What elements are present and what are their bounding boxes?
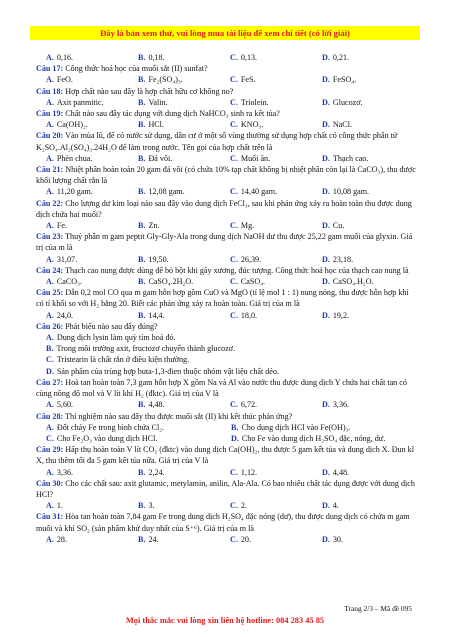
answer-label: D.	[322, 400, 330, 410]
answer-option: A. Ca(OH)₂.	[46, 120, 88, 130]
answer-label: B.	[138, 501, 146, 511]
answer-option: C. CaSO₄.	[230, 277, 266, 287]
answer-option: B. 2,24.	[138, 467, 165, 477]
answer-option: A. 11,20 gam.	[46, 187, 93, 197]
answer-label: A.	[46, 120, 54, 130]
question-number: Câu 17:	[36, 64, 64, 74]
answer-option: B. 19,50.	[138, 254, 169, 264]
answer-label: B.	[138, 75, 146, 85]
answer-row	[36, 399, 416, 410]
answer-label: C.	[230, 53, 238, 62]
answer-option: C. Tristearin là chất rắn ở điều kiện thường.	[46, 355, 190, 365]
answer-label: B.	[138, 534, 146, 544]
answer-row	[36, 254, 416, 265]
question-stem: Câu 18: Hợp chất nào sau đây là hợp chất hữu cơ không no?	[36, 86, 234, 96]
question-stem: Câu 27: Hoà tan hoàn toàn 7,3 gam hỗn hợp X gồm Na và Al vào nước thu được dung dịch Y chứa hai chất tan có cùng nồng độ mol và V lít khí H₂ (đktc). Giá trị của V là	[36, 377, 407, 399]
answer-option: B. 14,4.	[138, 310, 165, 320]
answer-row	[36, 52, 416, 63]
answer-row	[36, 119, 416, 130]
answer-label: D.	[322, 534, 330, 544]
answer-option: A. Đốt cháy Fe trong bình chứa Cl₂.	[46, 422, 165, 432]
answer-option: D. 19,2.	[322, 310, 350, 320]
question-number: Câu 22:	[36, 198, 64, 208]
answer-label: C.	[230, 254, 238, 264]
answer-label: A.	[46, 333, 54, 343]
answer-option: A. 1.	[46, 501, 63, 511]
answer-label: A.	[46, 310, 54, 320]
answer-label: A.	[46, 534, 54, 544]
answer-label: A.	[46, 254, 54, 264]
answer-label: C.	[230, 501, 238, 511]
question-stem: Câu 21: Nhiệt phân hoàn toàn 20 gam đá vôi (có chứa 10% tạp chất không bị nhiệt phân còn lại là CaCO₃), thu được khối lượng chất rắn là	[36, 165, 416, 186]
question-stem: Câu 19: Chất nào sau đây tác dụng với dung dịch NaHCO₃ sinh ra kết tủa?	[36, 109, 280, 119]
answer-option: D. 10,08 gam.	[322, 187, 370, 197]
answer-label: A.	[46, 187, 54, 197]
answer-label: C.	[230, 97, 238, 107]
answer-row	[36, 97, 416, 108]
question-list	[36, 52, 416, 545]
question-stem: Câu 20: Vào mùa lũ, để có nước sử dụng, dân cư ở một số vùng thường sử dụng hợp chất có công thức phân tử K₂SO₄.Al₂(SO₄)₃.24H₂O để làm trong nước. Tên gọi của hợp chất trên là	[36, 131, 398, 152]
answer-label: D.	[231, 433, 239, 443]
answer-option: C. 20.	[230, 534, 251, 544]
question-number: Câu 19:	[36, 109, 64, 119]
answer-option: A. Axit panmitic.	[46, 97, 104, 107]
question-number: Câu 27:	[36, 377, 64, 387]
answer-option: D. 3,36.	[322, 400, 350, 410]
answer-option: D. Cu.	[322, 221, 345, 231]
answer-option: D. 0,21.	[322, 53, 350, 62]
question-number: Câu 18:	[36, 86, 64, 96]
answer-label: C.	[230, 75, 238, 85]
answer-label: B.	[138, 153, 146, 163]
answer-label: D.	[322, 501, 330, 511]
answer-row	[36, 153, 416, 164]
answer-label: B.	[138, 400, 146, 410]
answer-label: D.	[322, 75, 330, 85]
answer-row	[36, 500, 416, 511]
answer-option: C. Mg.	[230, 221, 255, 231]
answer-label: D.	[322, 187, 330, 197]
question-number: Câu 26:	[36, 321, 64, 331]
answer-option: C. KNO₃.	[230, 120, 264, 130]
answer-row	[36, 433, 416, 444]
answer-label: B.	[138, 97, 146, 107]
answer-label: A.	[46, 501, 54, 511]
answer-option: C. Cho Fe₂O₃ vào dung dịch HCl.	[46, 433, 158, 443]
answer-row	[36, 534, 416, 545]
answer-label: B.	[138, 467, 146, 477]
answer-label: B.	[231, 422, 239, 432]
answer-label: A.	[46, 53, 54, 62]
answer-row	[36, 467, 416, 478]
answer-label: B.	[138, 120, 146, 130]
answer-option: B. 4,48.	[138, 400, 165, 410]
answer-label: B.	[46, 344, 54, 354]
preview-banner: Đây là bản xem thử, vui lòng mua tài liệu để xem chi tiết (có lời giải)	[30, 26, 420, 40]
question-stem: Câu 24: Thạch cao nung được dùng để bó bột khi gãy xương, đúc tượng. Công thức hoá học của thạch cao nung là	[36, 265, 409, 275]
question-number: Câu 29:	[36, 445, 64, 455]
answer-option: A. Fe.	[46, 221, 67, 231]
answer-label: A.	[46, 153, 54, 163]
answer-label: D.	[322, 254, 330, 264]
answer-label: B.	[138, 53, 146, 62]
question-stem: Câu 22: Cho lượng dư kim loại nào sau đây vào dung dịch FeCl₃, sau khi phản ứng xảy ra hoàn toàn thu được dung dịch chứa hai muối?	[36, 198, 412, 219]
answer-option: B. Zn.	[138, 221, 160, 231]
question-stem: Câu 26: Phát biểu nào sau đây đúng?	[36, 321, 158, 331]
answer-option: D. Thạch cao.	[322, 153, 369, 163]
answer-option: A. Dung dịch lysin làm quỳ tím hoá đỏ.	[46, 333, 176, 343]
answer-option: C. Muối ăn.	[230, 153, 271, 163]
answer-label: A.	[46, 221, 54, 231]
question-stem: Câu 29: Hấp thụ hoàn toàn V lít CO₂ (đktc) vào dung dịch Ca(OH)₂, thu được 5 gam kết tủa và dung dịch X. Đun kĩ X, thu thêm tối đa 5 gam kết tủa nữa. Giá trị của V là	[36, 445, 414, 466]
answer-label: D.	[322, 153, 330, 163]
answer-label: B.	[138, 254, 146, 264]
answer-label: D.	[322, 53, 330, 62]
answer-option: A. 3,36.	[46, 467, 74, 477]
answer-option: C. 26,39.	[230, 254, 262, 264]
answer-label: C.	[230, 400, 238, 410]
answer-option: D. NaCl.	[322, 120, 352, 130]
answer-option: A. 31,07.	[46, 254, 78, 264]
answer-row	[36, 422, 416, 433]
answer-option: B. HCl.	[138, 120, 164, 130]
answer-option: A. Phèn chua.	[46, 153, 93, 163]
question-stem: Câu 31: Hòa tan hoàn toàn 7,84 gam Fe trong dung dịch H₂SO₄ đặc nóng (dư), thu được dung dịch có chứa m gam muối và khí SO₂ (sản phẩm khử duy nhất của S⁺⁶). Giá trị của m là	[36, 512, 410, 533]
answer-option: B. Fe₂(SO₄)₃.	[138, 75, 183, 85]
question-number: Câu 30:	[36, 478, 64, 488]
answer-option: A. CaCO₃.	[46, 277, 82, 287]
page-number: Trang 2/3 – Mã đề 095	[344, 604, 412, 613]
question-stem: Câu 30: Cho các chất sau: axit glutamic, metylamin, anilin, Ala-Ala. Có bao nhiêu chất tác dụng được với dung dịch HCl?	[36, 478, 415, 499]
answer-label: C.	[230, 187, 238, 197]
answer-option: D. 30.	[322, 534, 343, 544]
question-number: Câu 23:	[36, 232, 64, 242]
question-stem: Câu 17: Công thức hoá học của muối sắt (II) sunfat?	[36, 64, 208, 74]
answer-option: D. CaSO₄.H₂O.	[322, 277, 374, 287]
answer-option: A. 24,0.	[46, 310, 74, 320]
question-number: Câu 21:	[36, 165, 64, 175]
answer-label: A.	[46, 400, 54, 410]
answer-label: D.	[322, 277, 330, 287]
answer-option: A. 28.	[46, 534, 67, 544]
answer-label: A.	[46, 97, 54, 107]
answer-option: D. 23,18.	[322, 254, 354, 264]
answer-label: B.	[138, 187, 146, 197]
answer-label: C.	[230, 120, 238, 130]
answer-label: B.	[138, 221, 146, 231]
answer-label: A.	[46, 75, 54, 85]
answer-option: C. 14,40 gam.	[230, 187, 278, 197]
answer-row	[36, 276, 416, 287]
answer-row	[36, 74, 416, 85]
question-stem: Câu 28: Thí nghiệm nào sau đây thu được muối sắt (II) khi kết thúc phản ứng?	[36, 411, 293, 421]
answer-option: B. 12,08 gam.	[138, 187, 185, 197]
question-stem: Câu 25: Dẫn 0,2 mol CO qua m gam hỗn hợp gồm CuO và MgO (tỉ lệ mol 1 : 1) nung nóng, thu được hỗn hợp khí có tỉ khối so với H₂ bằng 20. Biết các phản ứng xảy ra hoàn toàn. Giá trị của m là	[36, 288, 409, 309]
answer-label: A.	[46, 277, 54, 287]
answer-option: C. 0,13.	[230, 53, 258, 62]
answer-label: D.	[46, 366, 54, 376]
answer-option: C. FeS.	[230, 75, 256, 85]
question-number: Câu 20:	[36, 131, 64, 141]
answer-option: C. Triolein.	[230, 97, 269, 107]
answer-label: A.	[46, 467, 54, 477]
answer-label: B.	[138, 277, 146, 287]
answer-option: D. Sản phẩm của trùng hợp buta-1,3-đien thuộc nhóm vật liệu chất dẻo.	[46, 366, 279, 376]
hotline-banner: Mọi thắc mắc vui lòng xin liên hệ hotline: 084 283 45 85	[125, 616, 325, 625]
answer-option: A. 5,60.	[46, 400, 74, 410]
answer-option: C. 2.	[230, 501, 247, 511]
answer-label: C.	[230, 153, 238, 163]
answer-option: D. Glucozơ.	[322, 97, 363, 107]
answer-row	[36, 186, 416, 197]
answer-label: C.	[230, 467, 238, 477]
answer-option: B. Cho dung dịch HCl vào Fe(OH)₃.	[231, 422, 351, 432]
answer-option: D. Cho Fe vào dung dịch H₂SO₄ đặc, nóng, dư.	[231, 433, 386, 443]
answer-label: C.	[230, 534, 238, 544]
answer-option: D. 4.	[322, 501, 339, 511]
answer-label: D.	[322, 467, 330, 477]
answer-label: C.	[230, 277, 238, 287]
answer-label: C.	[46, 433, 54, 443]
question-number: Câu 25:	[36, 288, 64, 298]
answer-option: B. 24.	[138, 534, 159, 544]
answer-row	[36, 310, 416, 321]
answer-label: D.	[322, 97, 330, 107]
question-number: Câu 31:	[36, 512, 64, 522]
answer-option: C. 1,12.	[230, 467, 258, 477]
answer-option: B. 0,18.	[138, 53, 165, 62]
answer-option: A. 0,16.	[46, 53, 74, 62]
answer-option: B. Trong môi trường axit, fructozơ chuyển thành glucozơ.	[46, 344, 235, 354]
answer-label: B.	[138, 310, 146, 320]
answer-label: C.	[46, 355, 54, 365]
answer-option: C. 6,72.	[230, 400, 258, 410]
answer-label: A.	[46, 422, 54, 432]
question-stem: Câu 23: Thuỷ phân m gam peptit Gly-Gly-Ala trong dung dịch NaOH dư thu được 25,22 gam muối của glyxin. Giá trị của m là	[36, 232, 413, 253]
answer-option: B. Valin.	[138, 97, 168, 107]
answer-label: D.	[322, 120, 330, 130]
answer-option: B. 3.	[138, 501, 155, 511]
answer-option: B. CaSO₄.2H₂O.	[138, 277, 194, 287]
answer-label: D.	[322, 221, 330, 231]
answer-option: C. 18,0.	[230, 310, 258, 320]
answer-option: D. 4,48.	[322, 467, 350, 477]
question-number: Câu 28:	[36, 411, 64, 421]
answer-label: D.	[322, 310, 330, 320]
answer-option: B. Đá vôi.	[138, 153, 173, 163]
answer-label: C.	[230, 310, 238, 320]
answer-row	[36, 220, 416, 231]
answer-option: D. FeSO₄.	[322, 75, 357, 85]
answer-option: A. FeO.	[46, 75, 73, 85]
answer-label: C.	[230, 221, 238, 231]
question-number: Câu 24:	[36, 265, 64, 275]
